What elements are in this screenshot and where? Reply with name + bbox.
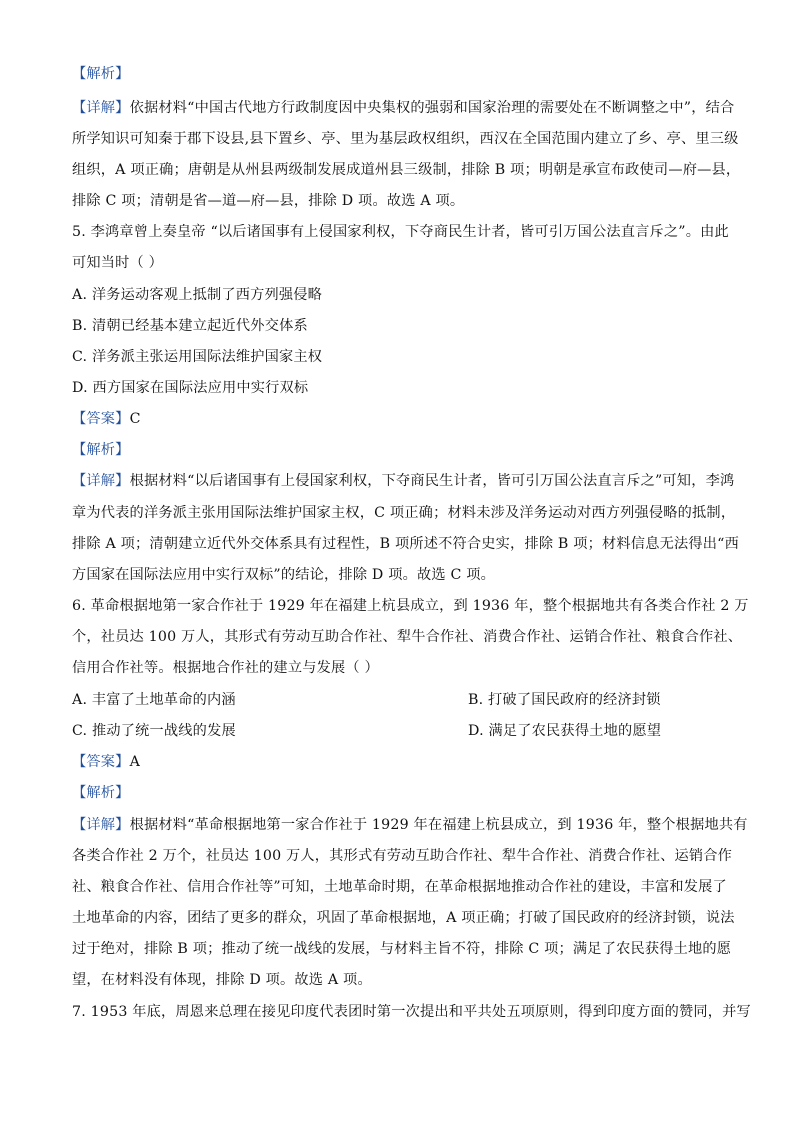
detail-paragraph-line: 组织，A 项正确；唐朝是从州县两级制发展成道州县三级制，排除 B 项；明朝是承宣布政使司—府—县，: [72, 162, 741, 178]
detail-paragraph-line: 章为代表的洋务派主张用国际法维护国家主权，C 项正确；材料未涉及洋务运动对西方列强侵略的抵制，: [72, 505, 736, 521]
option-d: D. 满足了农民获得土地的愿望: [468, 723, 662, 739]
detail-paragraph-line: 排除 A 项；清朝建立近代外交体系具有过程性，B 项所述不符合史实，排除 B 项；材料信息无法得出“西: [72, 536, 739, 552]
option-a: A. 丰富了土地革命的内涵: [72, 692, 236, 708]
answer-line: [72, 752, 140, 772]
question-stem-line: 可知当时（ ）: [72, 255, 164, 271]
option-b: B. 打破了国民政府的经济封锁: [468, 692, 661, 708]
analysis-heading: 【解析】: [72, 785, 130, 801]
option-c: C. 洋务派主张运用国际法维护国家主权: [72, 349, 323, 365]
detail-paragraph-line: 各类合作社 2 万个，社员达 100 万人，其形式有劳动互助合作社、犁牛合作社、消费合作社、运销合作: [72, 848, 733, 864]
detail-paragraph-line: 所学知识可知秦于郡下设县,县下置乡、亭、里为基层政权组织，西汉在全国范围内建立了乡、亭、里三级: [72, 131, 739, 147]
option-c: C. 推动了统一战线的发展: [72, 723, 236, 739]
detail-heading: 【详解】: [72, 473, 130, 489]
answer-line: [72, 409, 141, 429]
detail-paragraph-line: 土地革命的内容，团结了更多的群众，巩固了革命根据地，A 项正确；打破了国民政府的经济封锁，说法: [72, 910, 735, 926]
answer-heading: 【答案】: [72, 411, 130, 427]
answer-heading: 【答案】: [72, 754, 130, 770]
analysis-heading: 【解析】: [72, 66, 130, 82]
detail-paragraph-line: 排除 C 项；清朝是省—道—府—县，排除 D 项。故选 A 项。: [72, 193, 465, 209]
detail-heading: 【详解】: [72, 817, 130, 833]
question-stem-line: 个，社员达 100 万人，其形式有劳动互助合作社、犁牛合作社、消费合作社、运销合作社、粮食合作社、: [72, 629, 743, 645]
detail-paragraph-line: 望，在材料没有体现，排除 D 项。故选 A 项。: [72, 972, 372, 988]
detail-paragraph-line: 方国家在国际法应用中实行双标”的结论，排除 D 项。故选 C 项。: [72, 567, 495, 583]
detail-paragraph-line: 社、粮食合作社、信用合作社等”可知，土地革命时期，在革命根据地推动合作社的建设，丰富和发展了: [72, 879, 727, 895]
detail-paragraph-line: 【详解】根据材料“以后诸国事有上侵国家利权，下夺商民生计者，皆可引万国公法直言斥之”可知，李鸿: [72, 473, 735, 489]
option-row: [72, 721, 662, 741]
analysis-heading: 【解析】: [72, 442, 130, 458]
question-stem-line: 7. 1953 年底，周恩来总理在接见印度代表团时第一次提出和平共处五项原则，得到印度方面的赞同，并写: [72, 1004, 751, 1020]
answer-value: A: [129, 754, 141, 770]
option-d: D. 西方国家在国际法应用中实行双标: [72, 380, 309, 396]
detail-heading: 【详解】: [72, 100, 130, 116]
answer-value: C: [129, 411, 141, 427]
detail-paragraph-line: 【详解】依据材料“中国古代地方行政制度因中央集权的强弱和国家治理的需要处在不断调整之中”，结合: [72, 100, 735, 116]
question-stem-line: 信用合作社等。根据地合作社的建立与发展（ ）: [72, 660, 379, 676]
option-a: A. 洋务运动客观上抵制了西方列强侵略: [72, 287, 323, 303]
question-stem-line: 5. 李鸿章曾上奏皇帝 “以后诸国事有上侵国家利权，下夺商民生计者，皆可引万国公法直言斥之”。由此: [72, 224, 729, 240]
option-row: [72, 690, 661, 710]
question-stem-line: 6. 革命根据地第一家合作社于 1929 年在福建上杭县成立，到 1936 年，整个根据地共有各类合作社 2 万: [72, 598, 749, 614]
detail-paragraph-line: 过于绝对，排除 B 项；推动了统一战线的发展，与材料主旨不符，排除 C 项；满足了农民获得土地的愿: [72, 941, 732, 957]
option-b: B. 清朝已经基本建立起近代外交体系: [72, 318, 308, 334]
detail-paragraph-line: 【详解】根据材料“革命根据地第一家合作社于 1929 年在福建上杭县成立，到 1936 年，整个根据地共有: [72, 817, 748, 833]
